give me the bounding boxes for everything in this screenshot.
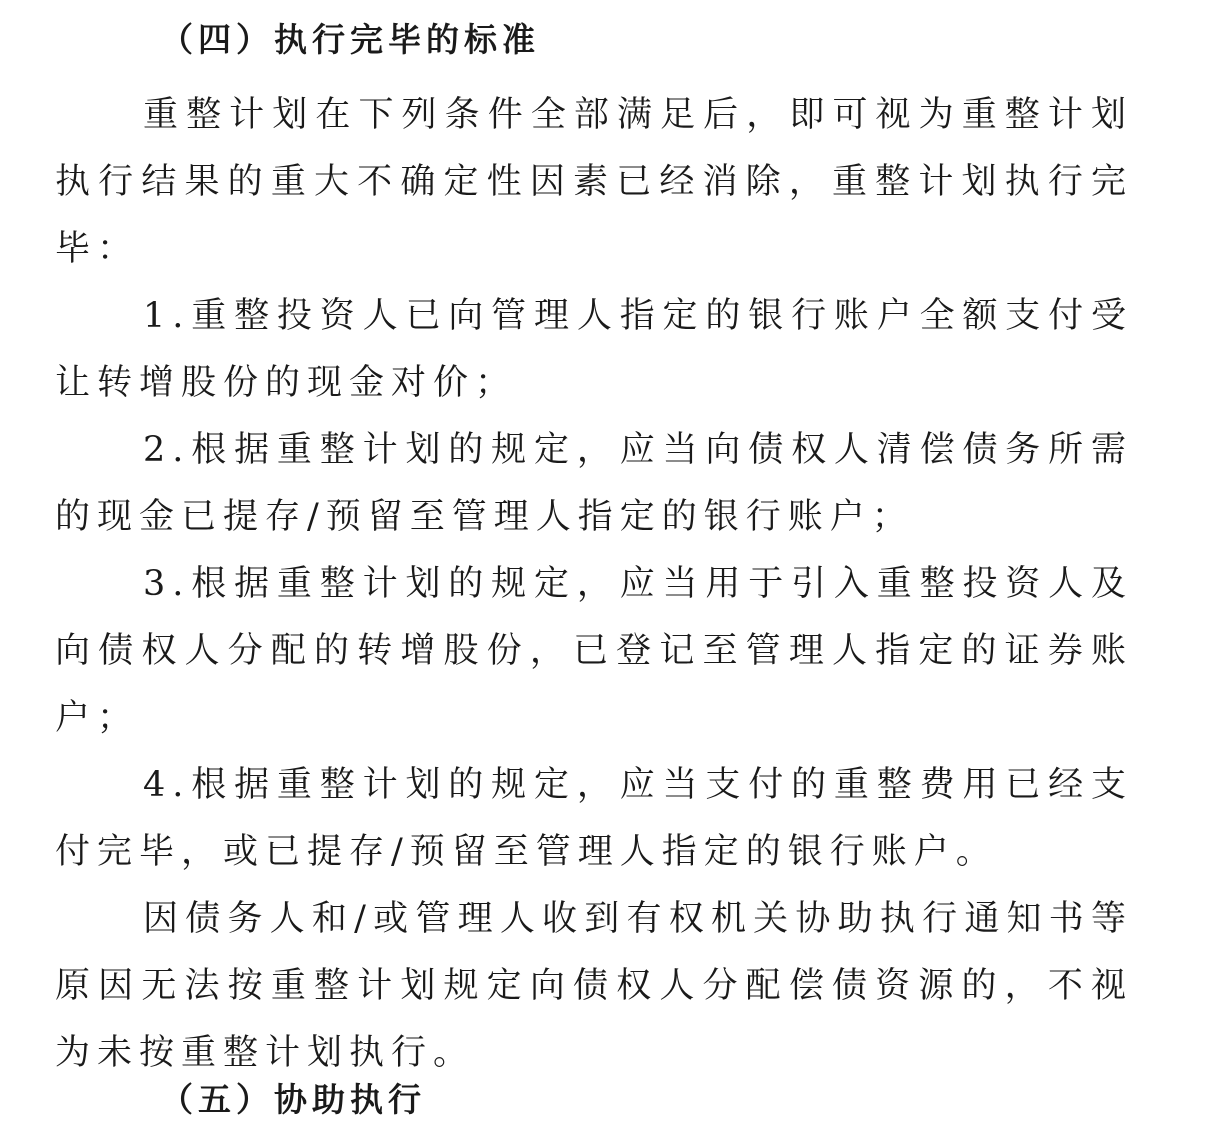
paragraph-item-1: 1.重整投资人已向管理人指定的银行账户全额支付受让转增股份的现金对价； (55, 296, 1133, 403)
paragraph-exception: 因债务人和/或管理人收到有权机关协助执行通知书等原因无法按重整计划规定向债权人分配偿债资源的，不视为未按重整计划执行。 (55, 899, 1133, 1073)
paragraph-item-4: 4.根据重整计划的规定，应当支付的重整费用已经支付完毕，或已提存/预留至管理人指定的银行账户。 (55, 765, 1133, 872)
section-heading: （四）执行完毕的标准 (160, 20, 540, 59)
paragraph-item-2: 2.根据重整计划的规定，应当向债权人清偿债务所需的现金已提存/预留至管理人指定的银行账户； (55, 430, 1133, 537)
paragraph-intro: 重整计划在下列条件全部满足后，即可视为重整计划执行结果的重大不确定性因素已经消除，重整计划执行完毕： (55, 95, 1133, 269)
paragraph-item-3: 3.根据重整计划的规定，应当用于引入重整投资人及向债权人分配的转增股份，已登记至管理人指定的证券账户； (55, 564, 1133, 738)
next-section-heading: （五）协助执行 (160, 1080, 426, 1119)
section-body (55, 82, 1133, 1087)
